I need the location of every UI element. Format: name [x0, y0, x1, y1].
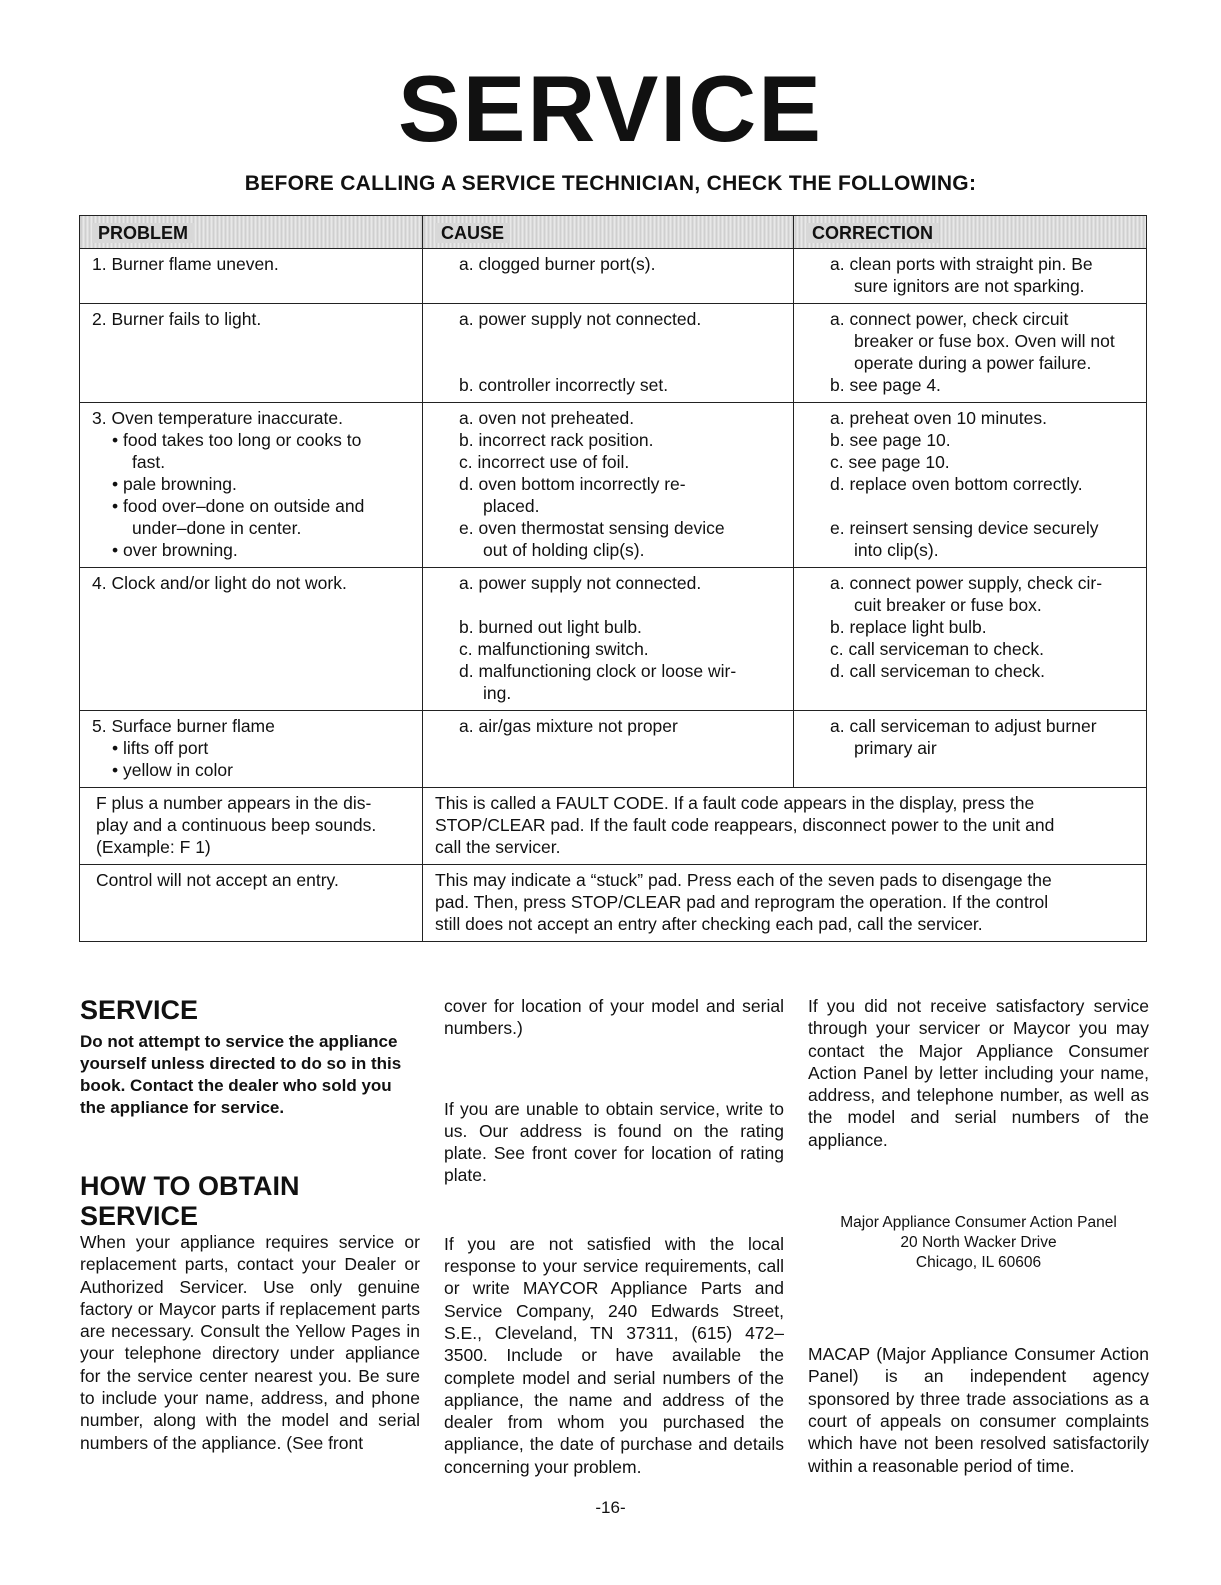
- column-left: [80, 995, 420, 1454]
- col2-para3: If you are not satisfied with the local response to your service requirements, call or write MAYCOR Appliance Parts and Service Company, 240 Edwards Street, S.E., Cleveland, TN 37311, (615) 472–3500. Include or have available the complete model and serial numbers of the appliance, the name and address of the dealer from whom you purchased the appliance, the date of purchase and details concerning your problem.: [444, 1233, 784, 1477]
- address-line-3: Chicago, IL 60606: [915, 1254, 1042, 1272]
- cause-cell: a. clogged burner port(s).: [423, 249, 794, 304]
- correction-cell: a. connect power, check circuit breaker or fuse box. Oven will not operate during a power failure. b. see page 4.: [794, 304, 1147, 403]
- explanation-cell: This is called a FAULT CODE. If a fault code appears in the display, press the STOP/CLEAR pad. If the fault code reappears, disconnect power to the unit and call the servicer.: [423, 788, 1147, 865]
- table-row: [80, 568, 1147, 711]
- obtain-body: When your appliance requires service or replacement parts, contact your Dealer or Authorized Servicer. Use only genuine factory or Maycor parts if replacement parts are necessary. Consult the Yellow Pages in your telephone directory under appliance for the service center nearest you. Be sure to include your name, address, and phone number, along with the model and serial numbers of the appliance. (See front: [80, 1232, 420, 1453]
- col2-para2: If you are unable to obtain service, write to us. Our address is found on the rating plate. See front cover for location of rating plate.: [444, 1098, 784, 1186]
- column-middle: [444, 995, 784, 1478]
- table-header-row: [80, 216, 1147, 249]
- table-row: [80, 711, 1147, 788]
- problem-cell: F plus a number appears in the dis- play and a continuous beep sounds. (Example: F 1): [80, 788, 423, 865]
- page-title: SERVICE: [398, 56, 823, 161]
- header-problem: PROBLEM: [80, 216, 423, 249]
- cause-cell: a. air/gas mixture not proper: [423, 711, 794, 788]
- column-right: [808, 995, 1149, 1477]
- problem-cell: 2. Burner fails to light.: [80, 304, 423, 403]
- problem-cell: 3. Oven temperature inaccurate. • food takes too long or cooks to fast. • pale browning. • food over–done on outside and under–done in center. • over browning.: [80, 403, 423, 568]
- header-cause: CAUSE: [423, 216, 794, 249]
- table-row: [80, 249, 1147, 304]
- problem-cell: 5. Surface burner flame • lifts off port • yellow in color: [80, 711, 423, 788]
- correction-cell: a. call serviceman to adjust burner primary air: [794, 711, 1147, 788]
- address-line-2: 20 North Wacker Drive: [900, 1234, 1057, 1252]
- header-correction: CORRECTION: [794, 216, 1147, 249]
- address-line-1: Major Appliance Consumer Action Panel: [840, 1214, 1117, 1232]
- problem-cell: Control will not accept an entry.: [80, 865, 423, 942]
- col3-para2: MACAP (Major Appliance Consumer Action Panel) is an independent agency sponsored by three trade associations as a court of appeals on consumer complaints which have not been resolved satisfactorily within a reasonable period of time.: [808, 1344, 1149, 1476]
- cause-cell: a. power supply not connected. b. burned out light bulb. c. malfunctioning switch. d. malfunctioning clock or loose wir- ing.: [423, 568, 794, 711]
- problem-cell: 1. Burner flame uneven.: [80, 249, 423, 304]
- table-row: [80, 865, 1147, 942]
- table-row: [80, 304, 1147, 403]
- troubleshooting-table: [79, 215, 1147, 942]
- obtain-heading-line1: HOW TO OBTAIN: [80, 1171, 300, 1201]
- explanation-cell: This may indicate a “stuck” pad. Press each of the seven pads to disengage the pad. Then, press STOP/CLEAR pad and reprogram the operation. If the control still does not accept an entry after checking each pad, call the servicer.: [423, 865, 1147, 942]
- service-heading: SERVICE: [80, 995, 199, 1025]
- page-subtitle: BEFORE CALLING A SERVICE TECHNICIAN, CHECK THE FOLLOWING:: [244, 172, 977, 195]
- page-number: -16-: [595, 1498, 626, 1517]
- correction-cell: a. preheat oven 10 minutes. b. see page 10. c. see page 10. d. replace oven bottom correctly. e. reinsert sensing device securely into clip(s).: [794, 403, 1147, 568]
- problem-cell: 4. Clock and/or light do not work.: [80, 568, 423, 711]
- table-row: [80, 788, 1147, 865]
- service-warning: Do not attempt to service the appliance yourself unless directed to do so in this book. Contact the dealer who sold you the appliance for service.: [80, 1032, 402, 1117]
- cause-cell: a. oven not preheated. b. incorrect rack position. c. incorrect use of foil. d. oven bottom incorrectly re- placed. e. oven thermostat sensing device out of holding clip(s).: [423, 403, 794, 568]
- table-row: [80, 403, 1147, 568]
- correction-cell: a. connect power supply, check cir- cuit breaker or fuse box. b. replace light bulb. c. call serviceman to check. d. call serviceman to check.: [794, 568, 1147, 711]
- col3-para1: If you did not receive satisfactory service through your servicer or Maycor you may contact the Major Appliance Consumer Action Panel by letter including your name, address, and telephone number, as well as the model and serial numbers of the appliance.: [808, 996, 1149, 1150]
- correction-cell: a. clean ports with straight pin. Be sure ignitors are not sparking.: [794, 249, 1147, 304]
- cause-cell: a. power supply not connected. b. controller incorrectly set.: [423, 304, 794, 403]
- obtain-heading-line2: SERVICE: [80, 1201, 199, 1231]
- col2-para1: cover for location of your model and serial numbers.): [444, 996, 784, 1039]
